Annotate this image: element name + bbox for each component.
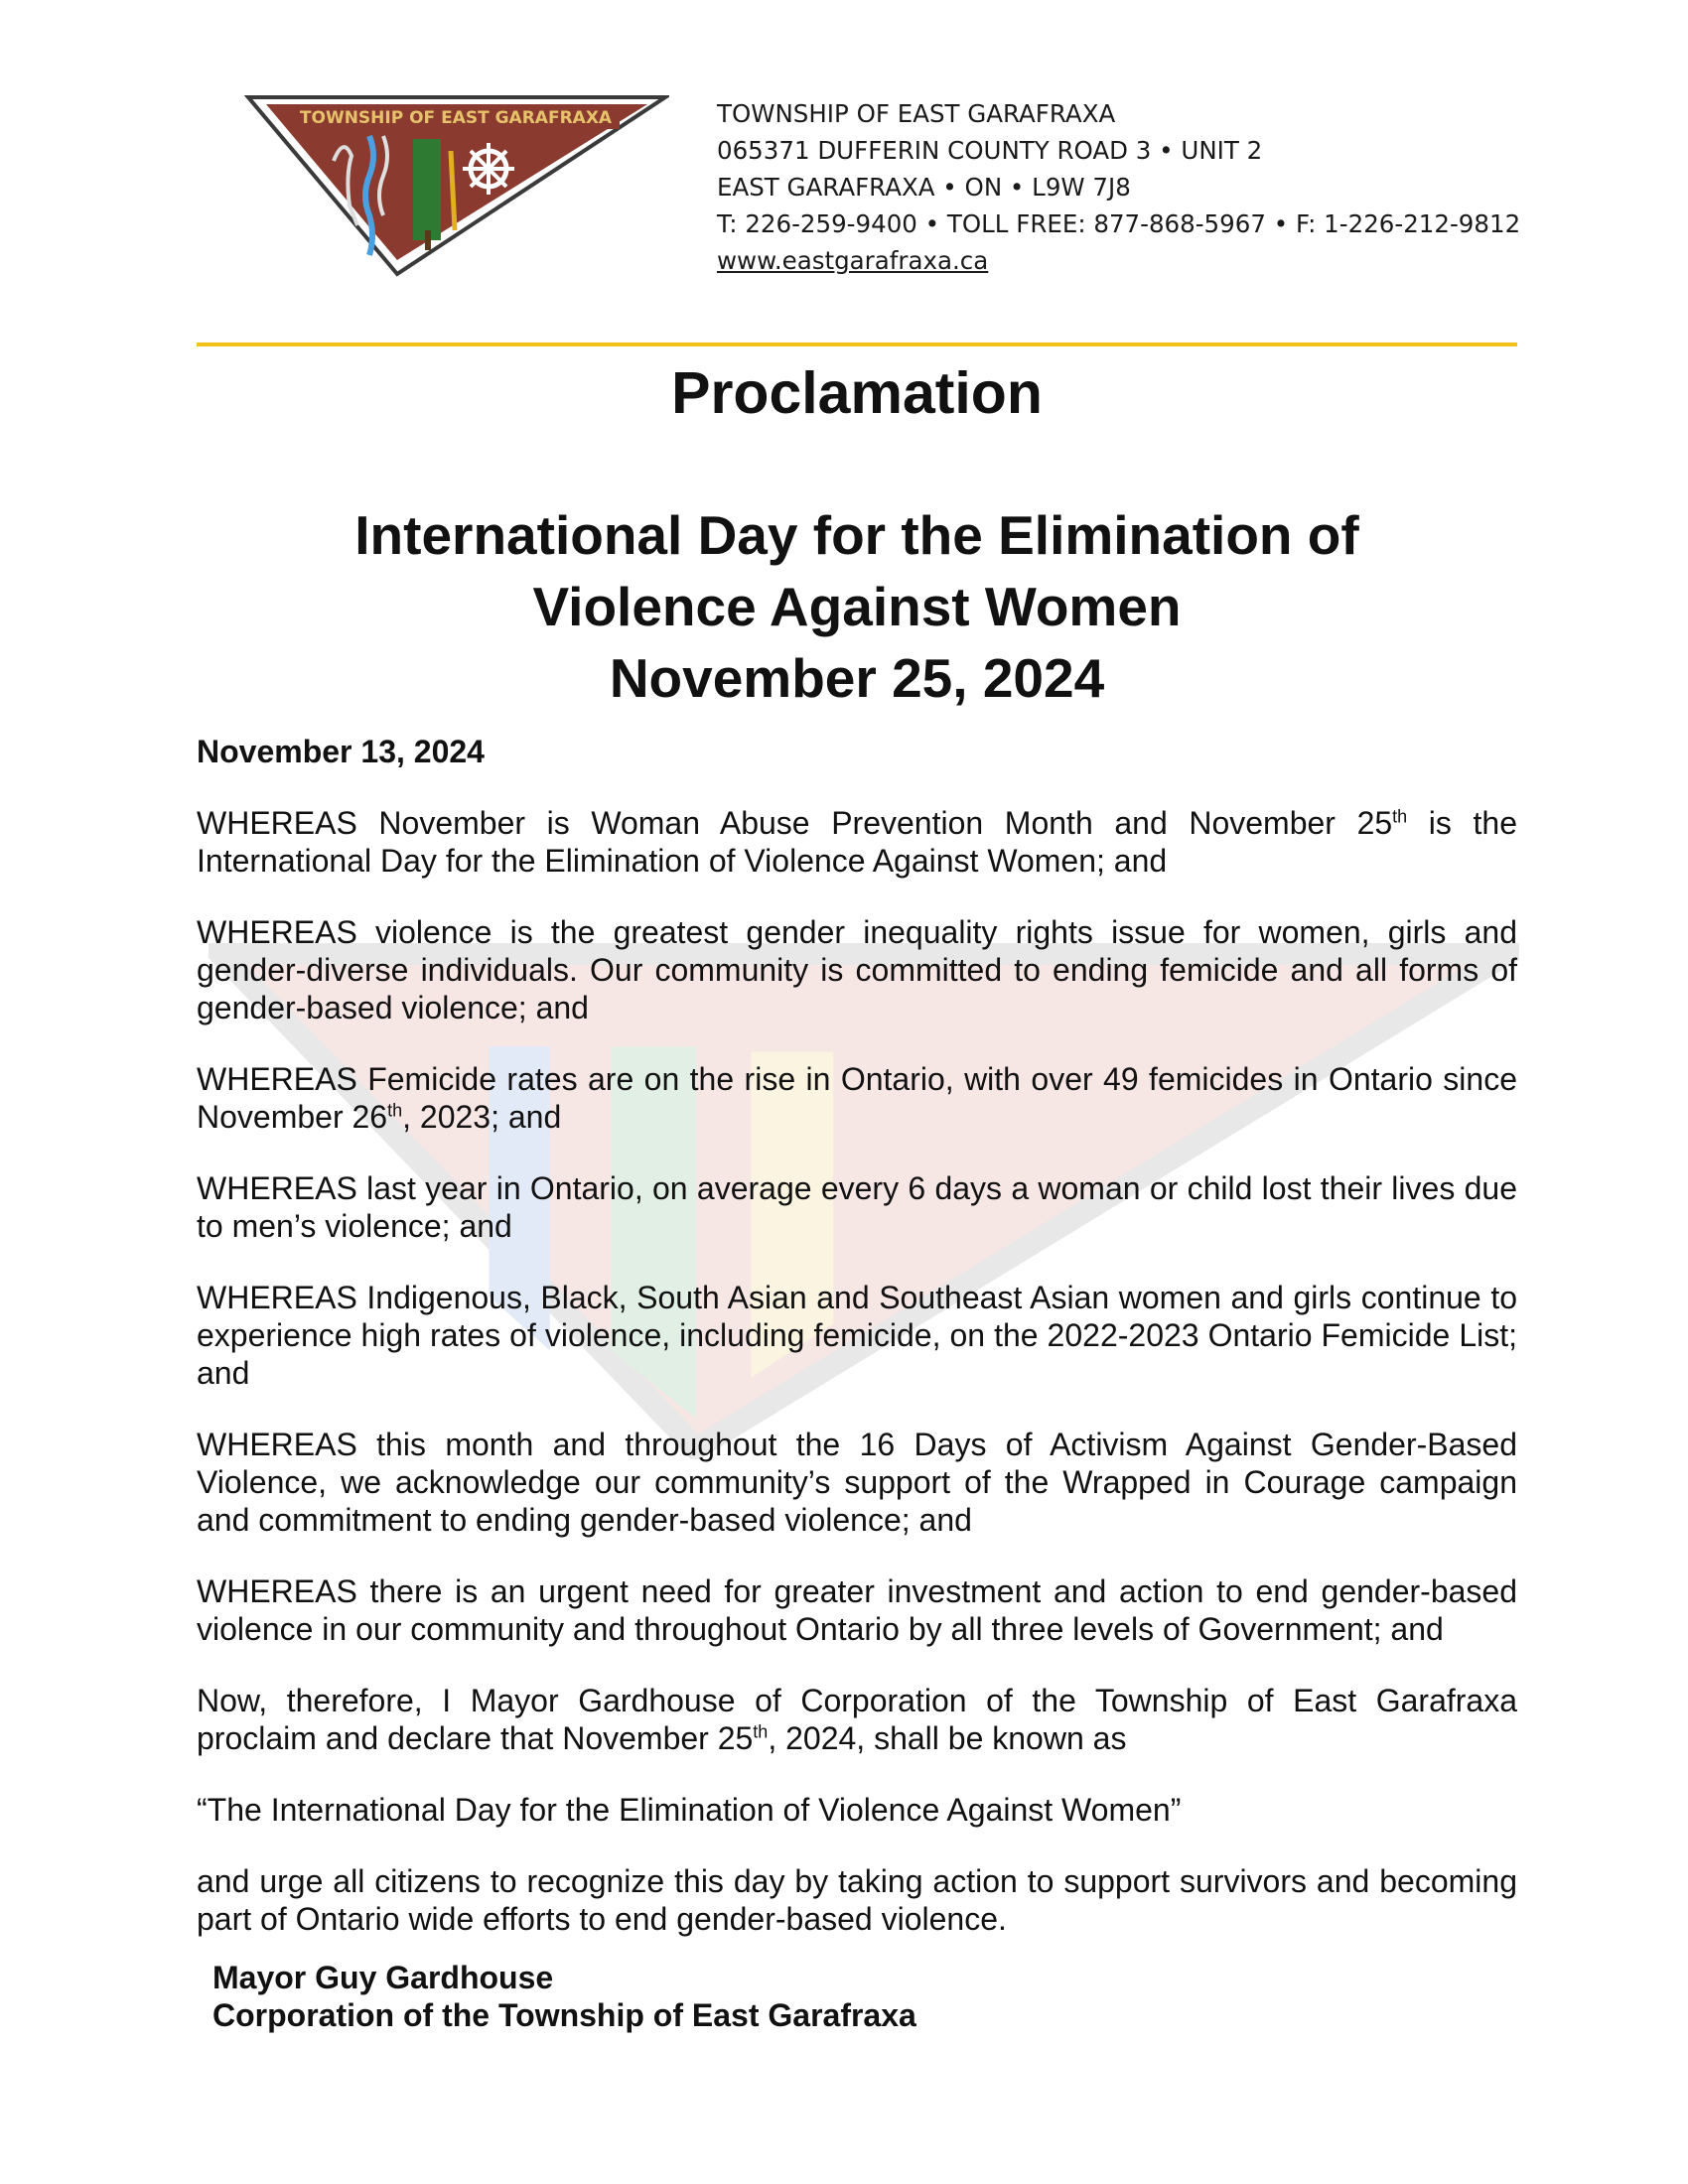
paragraph-8: Now, therefore, I Mayor Gardhouse of Corporation of the Township of East Garafraxa proclaim and declare that November 25th, 2024, shall be known as [197, 1683, 1517, 1756]
paragraph-2: WHEREAS violence is the greatest gender inequality rights issue for women, girls and gender-diverse individuals. Our community is committed to ending femicide and all forms of gender-based violence; and [197, 914, 1517, 1025]
paragraph-4: WHEREAS last year in Ontario, on average every 6 days a woman or child lost their lives due to men’s violence; and [197, 1170, 1517, 1244]
proclamation-date: November 13, 2024 [197, 734, 485, 769]
document-heading: Proclamation [671, 360, 1043, 426]
document-title [0, 499, 1688, 714]
phone-line: T: 226-259-9400 • TOLL FREE: 877-868-5967 • F: 1-226-212-9812 [717, 209, 1521, 238]
signature-name: Mayor Guy Gardhouse [212, 1960, 554, 1995]
title-line-1: International Day for the Elimination of [354, 504, 1359, 566]
paragraph-5: WHEREAS Indigenous, Black, South Asian and Southeast Asian women and girls continue to experience high rates of violence, including femicide, on the 2022-2023 Ontario Femicide List; and [197, 1280, 1517, 1391]
title-line-3: November 25, 2024 [609, 647, 1105, 709]
address-line-1: 065371 DUFFERIN COUNTY ROAD 3 • UNIT 2 [717, 136, 1263, 165]
paragraph-3: WHEREAS Femicide rates are on the rise in Ontario, with over 49 femicides in Ontario since November 26th, 2023; and [197, 1061, 1517, 1135]
address-line-2: EAST GARAFRAXA • ON • L9W 7J8 [717, 173, 1131, 202]
website-link[interactable]: www.eastgarafraxa.ca [717, 246, 989, 275]
proclamation-body [197, 733, 1517, 1972]
paragraph-1: WHEREAS November is Woman Abuse Prevention Month and November 25th is the International Day for the Elimination of Violence Against Women; and [197, 805, 1518, 879]
township-logo [242, 91, 669, 280]
logo-text: TOWNSHIP OF EAST GARAFRAXA [299, 108, 613, 128]
signature-org: Corporation of the Township of East Garafraxa [212, 1997, 916, 2033]
paragraph-6: WHEREAS this month and throughout the 16 Days of Activism Against Gender-Based Violence, we acknowledge our community’s support of the Wrapped in Courage campaign and commitment to ending gender-based violence; and [197, 1427, 1517, 1538]
paragraph-10: and urge all citizens to recognize this day by taking action to support survivors and becoming part of Ontario wide efforts to end gender-based violence. [197, 1863, 1517, 1937]
header-divider [197, 342, 1517, 346]
township-address-block [717, 95, 1520, 279]
signature-block [212, 1959, 916, 2034]
title-line-2: Violence Against Women [532, 576, 1182, 637]
org-name: TOWNSHIP OF EAST GARAFRAXA [717, 99, 1116, 128]
paragraph-9: “The International Day for the Elimination of Violence Against Women” [197, 1792, 1182, 1828]
paragraph-7: WHEREAS there is an urgent need for greater investment and action to end gender-based violence in our community and throughout Ontario by all three levels of Government; and [197, 1573, 1517, 1647]
